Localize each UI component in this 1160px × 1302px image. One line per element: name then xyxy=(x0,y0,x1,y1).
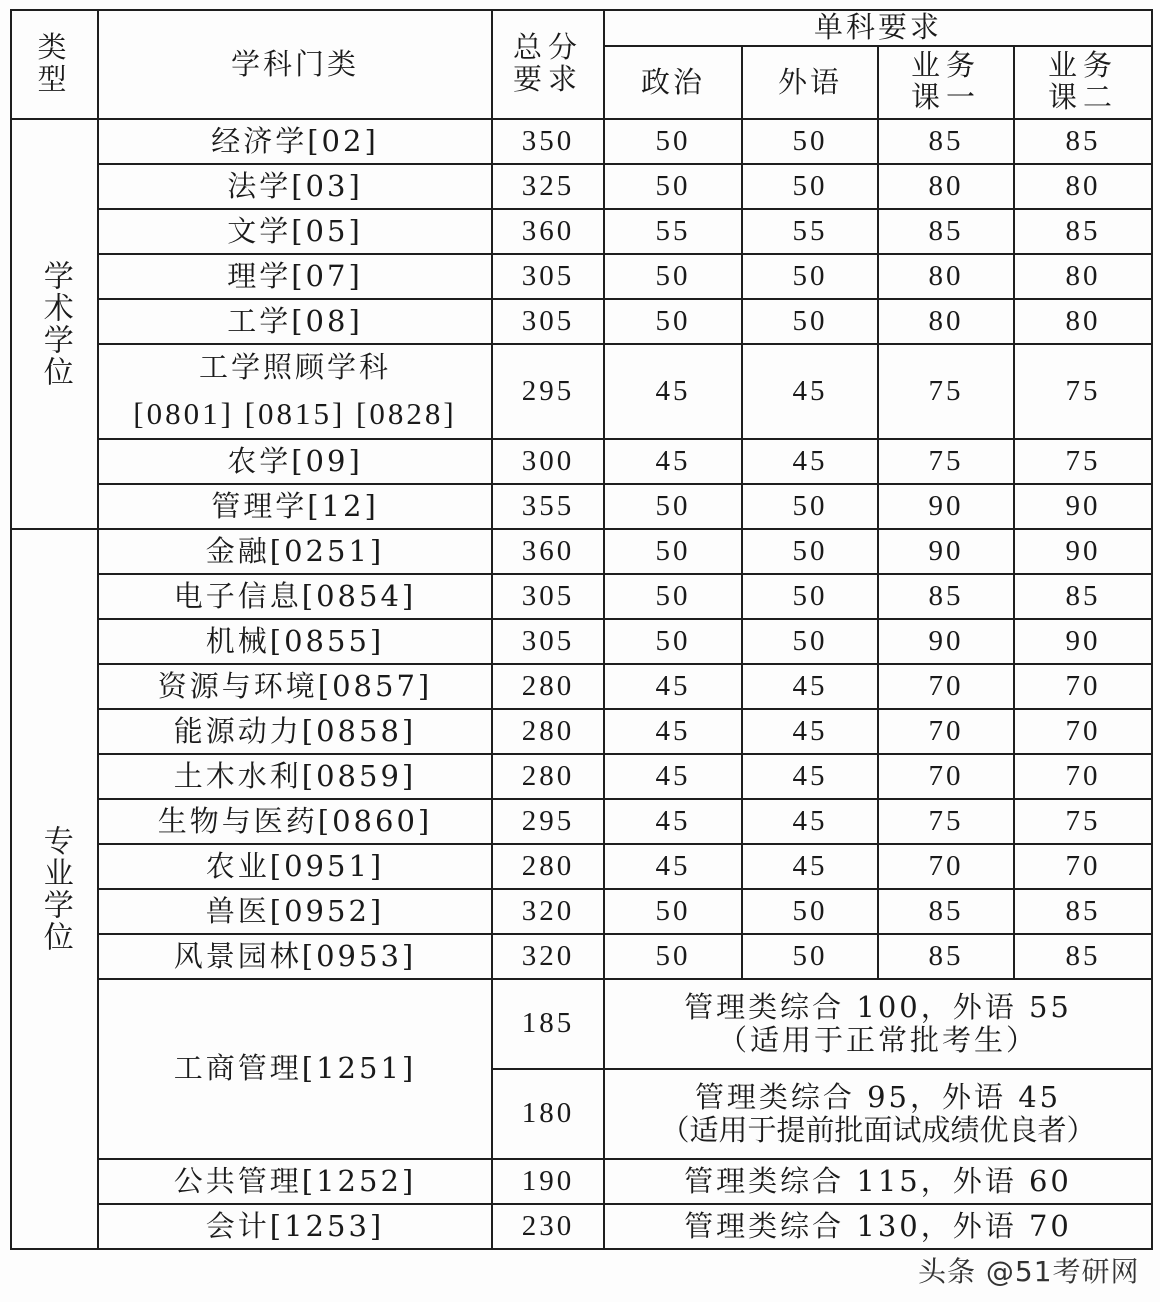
table-row xyxy=(11,709,1152,754)
header-type: 类型 xyxy=(11,10,98,119)
subject-cell: 文学[05] xyxy=(98,209,492,254)
course2-cell: 80 xyxy=(1014,299,1152,344)
politics-cell: 55 xyxy=(604,209,742,254)
table-row xyxy=(11,754,1152,799)
subject-cell: 公共管理[1252] xyxy=(98,1159,492,1204)
politics-cell: 50 xyxy=(604,254,742,299)
course1-cell: 70 xyxy=(878,664,1014,709)
score-requirements-table xyxy=(10,9,1153,1250)
foreign-cell: 45 xyxy=(742,709,878,754)
foreign-cell: 55 xyxy=(742,209,878,254)
total-cell: 325 xyxy=(492,164,604,209)
foreign-cell: 50 xyxy=(742,484,878,529)
requirement-cell xyxy=(604,979,1152,1069)
table-row xyxy=(11,164,1152,209)
politics-cell: 50 xyxy=(604,484,742,529)
politics-cell: 45 xyxy=(604,754,742,799)
course1-cell: 70 xyxy=(878,844,1014,889)
politics-cell: 50 xyxy=(604,889,742,934)
total-cell: 305 xyxy=(492,299,604,344)
foreign-cell: 50 xyxy=(742,164,878,209)
header-course2: 业务课二 xyxy=(1014,46,1152,119)
course2-cell: 85 xyxy=(1014,574,1152,619)
foreign-cell: 45 xyxy=(742,799,878,844)
table-row xyxy=(11,439,1152,484)
group-academic: 学术学位 xyxy=(11,119,98,529)
total-cell: 360 xyxy=(492,529,604,574)
table-row xyxy=(11,1159,1152,1204)
total-cell: 280 xyxy=(492,709,604,754)
header-row xyxy=(11,10,1152,46)
course1-cell: 70 xyxy=(878,754,1014,799)
course1-cell: 90 xyxy=(878,484,1014,529)
total-cell: 295 xyxy=(492,344,604,439)
subject-cell: 电子信息[0854] xyxy=(98,574,492,619)
subject-cell: 管理学[12] xyxy=(98,484,492,529)
course2-cell: 75 xyxy=(1014,439,1152,484)
total-cell: 185 xyxy=(492,979,604,1069)
header-subject: 学科门类 xyxy=(98,10,492,119)
requirement-cell: 管理类综合 115，外语 60 xyxy=(604,1159,1152,1204)
total-cell: 360 xyxy=(492,209,604,254)
politics-cell: 45 xyxy=(604,344,742,439)
course2-cell: 90 xyxy=(1014,484,1152,529)
table-row xyxy=(11,889,1152,934)
politics-cell: 50 xyxy=(604,934,742,979)
course2-cell: 85 xyxy=(1014,209,1152,254)
total-cell: 305 xyxy=(492,619,604,664)
subject-cell: 机械[0855] xyxy=(98,619,492,664)
course2-cell: 80 xyxy=(1014,254,1152,299)
subject-cell: 工学[08] xyxy=(98,299,492,344)
politics-cell: 50 xyxy=(604,164,742,209)
total-cell: 180 xyxy=(492,1069,604,1159)
politics-cell: 50 xyxy=(604,299,742,344)
foreign-cell: 45 xyxy=(742,664,878,709)
course2-cell: 85 xyxy=(1014,119,1152,164)
subject-cell: 法学[03] xyxy=(98,164,492,209)
course1-cell: 75 xyxy=(878,344,1014,439)
table-row xyxy=(11,799,1152,844)
total-cell: 295 xyxy=(492,799,604,844)
total-cell: 305 xyxy=(492,254,604,299)
course1-cell: 90 xyxy=(878,529,1014,574)
course2-cell: 90 xyxy=(1014,619,1152,664)
course1-cell: 80 xyxy=(878,164,1014,209)
course2-cell: 80 xyxy=(1014,164,1152,209)
subject-cell: 土木水利[0859] xyxy=(98,754,492,799)
politics-cell: 50 xyxy=(604,574,742,619)
header-foreign-language: 外语 xyxy=(742,46,878,119)
requirement-cell: 管理类综合 130，外语 70 xyxy=(604,1204,1152,1249)
course2-cell: 70 xyxy=(1014,754,1152,799)
table-row xyxy=(11,934,1152,979)
foreign-cell: 45 xyxy=(742,439,878,484)
course1-cell: 90 xyxy=(878,619,1014,664)
subject-cell: 风景园林[0953] xyxy=(98,934,492,979)
politics-cell: 45 xyxy=(604,664,742,709)
politics-cell: 45 xyxy=(604,439,742,484)
politics-cell: 45 xyxy=(604,709,742,754)
subject-cell: 经济学[02] xyxy=(98,119,492,164)
course1-cell: 85 xyxy=(878,209,1014,254)
total-cell: 350 xyxy=(492,119,604,164)
course1-cell: 80 xyxy=(878,299,1014,344)
requirement-line2: （适用于正常批考生） xyxy=(718,1022,1039,1057)
table-row xyxy=(11,979,1152,1069)
course1-cell: 75 xyxy=(878,799,1014,844)
total-cell: 280 xyxy=(492,754,604,799)
subject-cell: 理学[07] xyxy=(98,254,492,299)
course1-cell: 85 xyxy=(878,119,1014,164)
requirement-line1: 管理类综合 95，外语 45 xyxy=(694,1079,1062,1114)
subject-line1: 工学照顾学科 xyxy=(198,350,391,384)
course1-cell: 80 xyxy=(878,254,1014,299)
foreign-cell: 50 xyxy=(742,529,878,574)
table-row xyxy=(11,299,1152,344)
subject-cell: 兽医[0952] xyxy=(98,889,492,934)
foreign-cell: 50 xyxy=(742,119,878,164)
header-course1: 业务课一 xyxy=(878,46,1014,119)
table-row xyxy=(11,344,1152,439)
course2-cell: 90 xyxy=(1014,529,1152,574)
total-cell: 355 xyxy=(492,484,604,529)
subject-cell: 工商管理[1251] xyxy=(98,979,492,1159)
table-row xyxy=(11,664,1152,709)
table-row xyxy=(11,209,1152,254)
foreign-cell: 45 xyxy=(742,754,878,799)
table-row xyxy=(11,119,1152,164)
header-single-subject: 单科要求 xyxy=(604,10,1152,46)
table-row xyxy=(11,484,1152,529)
foreign-cell: 45 xyxy=(742,344,878,439)
politics-cell: 50 xyxy=(604,119,742,164)
total-cell: 320 xyxy=(492,889,604,934)
subject-cell xyxy=(98,344,492,439)
total-cell: 320 xyxy=(492,934,604,979)
politics-cell: 45 xyxy=(604,799,742,844)
subject-cell: 资源与环境[0857] xyxy=(98,664,492,709)
requirement-line1: 管理类综合 100，外语 55 xyxy=(684,989,1072,1024)
total-cell: 190 xyxy=(492,1159,604,1204)
watermark: 头条 @51考研网 xyxy=(918,1250,1140,1290)
course2-cell: 85 xyxy=(1014,889,1152,934)
total-cell: 230 xyxy=(492,1204,604,1249)
requirement-line2: （适用于提前批面试成绩优良者） xyxy=(660,1112,1096,1147)
foreign-cell: 50 xyxy=(742,934,878,979)
table-row xyxy=(11,619,1152,664)
subject-cell: 农业[0951] xyxy=(98,844,492,889)
header-total: 总分要求 xyxy=(492,10,604,119)
course2-cell: 70 xyxy=(1014,664,1152,709)
subject-cell: 金融[0251] xyxy=(98,529,492,574)
table-row xyxy=(11,574,1152,619)
course1-cell: 85 xyxy=(878,889,1014,934)
table-row xyxy=(11,529,1152,574)
foreign-cell: 45 xyxy=(742,844,878,889)
table-row xyxy=(11,844,1152,889)
politics-cell: 50 xyxy=(604,529,742,574)
course1-cell: 85 xyxy=(878,934,1014,979)
subject-cell: 农学[09] xyxy=(98,439,492,484)
total-cell: 280 xyxy=(492,844,604,889)
foreign-cell: 50 xyxy=(742,299,878,344)
course1-cell: 70 xyxy=(878,709,1014,754)
course1-cell: 75 xyxy=(878,439,1014,484)
foreign-cell: 50 xyxy=(742,574,878,619)
total-cell: 300 xyxy=(492,439,604,484)
table-row xyxy=(11,1204,1152,1249)
politics-cell: 50 xyxy=(604,619,742,664)
requirement-cell xyxy=(604,1069,1152,1159)
group-professional: 专业学位 xyxy=(11,529,98,1249)
header-politics: 政治 xyxy=(604,46,742,119)
course2-cell: 85 xyxy=(1014,934,1152,979)
course2-cell: 75 xyxy=(1014,344,1152,439)
course2-cell: 70 xyxy=(1014,709,1152,754)
foreign-cell: 50 xyxy=(742,889,878,934)
course2-cell: 75 xyxy=(1014,799,1152,844)
subject-cell: 生物与医药[0860] xyxy=(98,799,492,844)
foreign-cell: 50 xyxy=(742,619,878,664)
subject-cell: 会计[1253] xyxy=(98,1204,492,1249)
total-cell: 280 xyxy=(492,664,604,709)
foreign-cell: 50 xyxy=(742,254,878,299)
total-cell: 305 xyxy=(492,574,604,619)
subject-cell: 能源动力[0858] xyxy=(98,709,492,754)
course1-cell: 85 xyxy=(878,574,1014,619)
politics-cell: 45 xyxy=(604,844,742,889)
table-row xyxy=(11,254,1152,299)
subject-line2: [0801] [0815] [0828] xyxy=(133,395,457,431)
course2-cell: 70 xyxy=(1014,844,1152,889)
